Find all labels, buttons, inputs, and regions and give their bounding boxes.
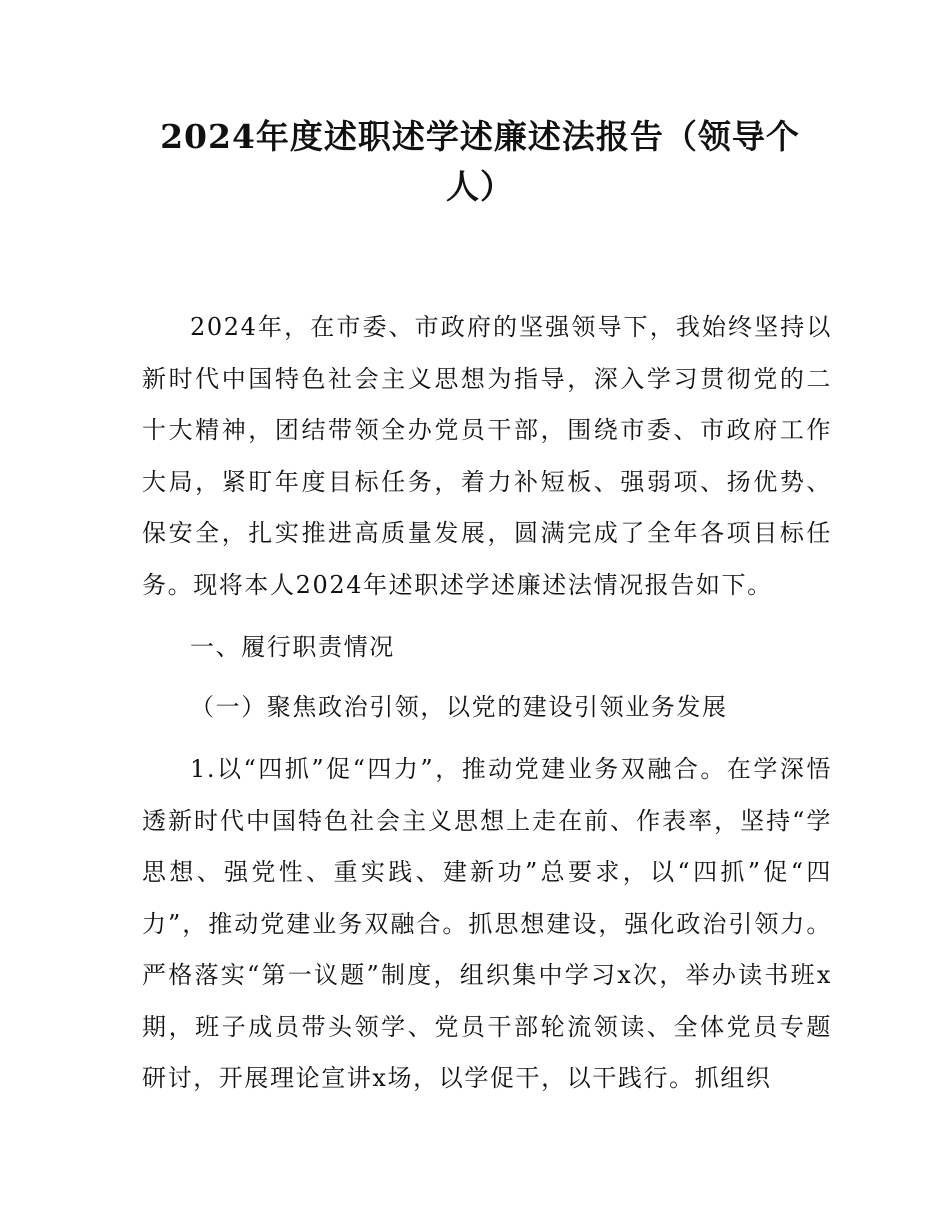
document-title: 2024年度述职述学述廉述法报告（领导个人） [160, 117, 800, 206]
section-heading: 一、履行职责情况 [190, 633, 395, 661]
body-paragraph: 1.以“四抓”促“四力”，推动党建业务双融合。在学深悟透新时代中国特色社会主义思想上走在前、作表率，坚持“学思想、强党性、重实践、建新功”总要求，以“四抓”促“四力”，推动党建业务双融合。抓思想建设，强化政治引领力。严格落实“第一议题”制度，组织集中学习x次，举办读书班x期，班子成员带头领学、党员干部轮流领读、全体党员专题研讨，开展理论宣讲x场，以学促干，以干践行。抓组织 [142, 755, 832, 1092]
document-body [142, 302, 832, 1105]
intro-paragraph: 2024年，在市委、市政府的坚强领导下，我始终坚持以新时代中国特色社会主义思想为指导，深入学习贯彻党的二十大精神，团结带领全办党员干部，围绕市委、市政府工作大局，紧盯年度目标任务，着力补短板、强弱项、扬优势、保安全，扎实推进高质量发展，圆满完成了全年各项目标任务。现将本人2024年述职述学述廉述法情况报告如下。 [142, 313, 832, 599]
subsection-heading: （一）聚焦政治引领，以党的建设引领业务发展 [190, 692, 728, 721]
